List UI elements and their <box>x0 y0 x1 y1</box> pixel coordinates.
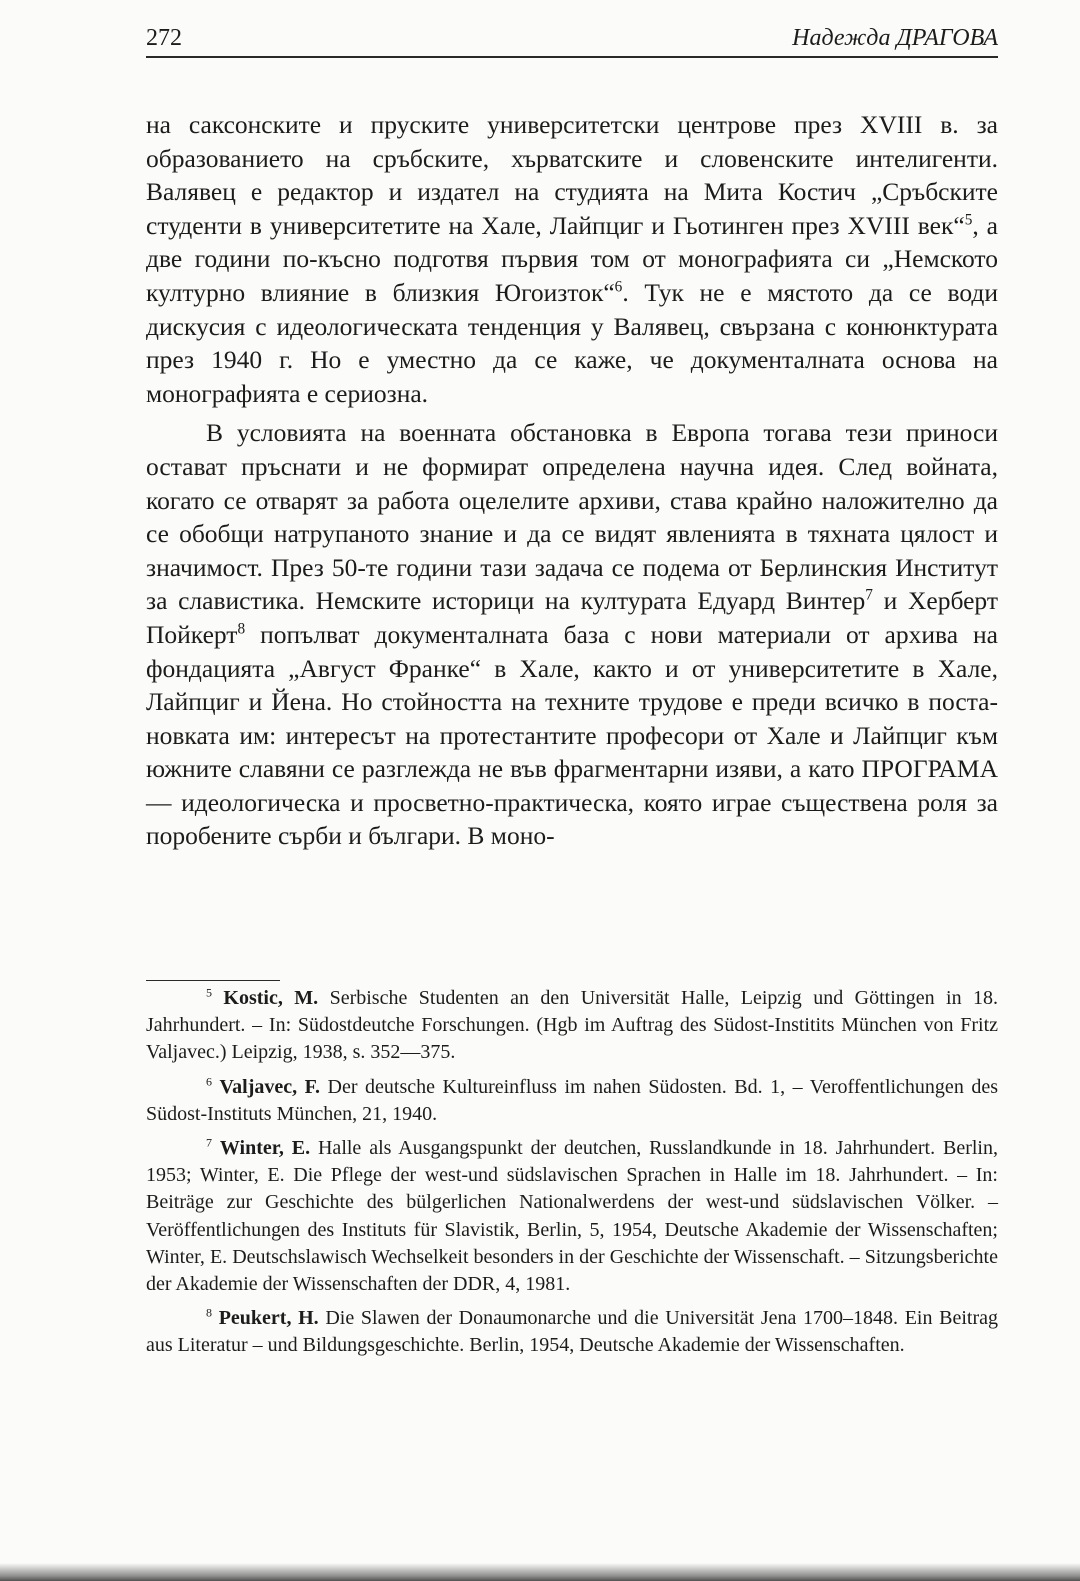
paragraph-2-part-a: В условията на военната обстановка в Европа тогава тези приноси остават пръснати и не формират определена научна идея. След войната, когато се отварят за работа оцелелите архиви, става крайно наложително да се обобщи натрупаното знание и да се видят явленията в тяхната цялост и значимост. През 50-те години тази задача се подема от Берлинския Институт за славистика. Немските историци на културата Едуард Винтер <box>146 418 998 616</box>
footnote-5 <box>146 985 998 1067</box>
footnote-number: 7 <box>206 1135 212 1150</box>
paragraph-2-part-b: и Херберт Пойкерт <box>146 586 998 649</box>
footnote-separator <box>146 980 280 981</box>
footnote-6 <box>146 1074 998 1128</box>
footnote-ref-5: 5 <box>964 211 973 229</box>
footnote-ref-6: 6 <box>614 278 623 296</box>
footnote-text: Serbische Studenten an den Universität Halle, Leipzig und Göttingen in 18. Jahrhundert. – In: Südostdeutche Forschungen. (Hgb im Auftrag des Südost-Institits München von Fritz Valjavec.) Leipzig, 1938, s. 352—375. <box>146 987 999 1064</box>
footnote-7 <box>146 1135 998 1298</box>
paragraph-1-part-c: . Тук не е мястото да се води дискусия с идеологическата тенденция у Валявец, свързана с конюнктурата през 1940 г. Но е уместно да се каже, че документалната основа на монографията е сериозна. <box>146 277 999 408</box>
footnote-text: Halle als Ausgangspunkt der deutchen, Russlandkunde in 18. Jahrhundert. Berlin, 1953; Winter, E. Die Pflege der west-und südslavischen Sprachen in Halle im 18. Jahrhundert. – In: Beiträge zur Geschichte des bülgerlichen Nationalwerdens der west-und südslavischen Völker. – Veröffentlichungen des Instituts für Slavistik, Berlin, 5, 1954, Deutsche Akademie der Wissenschaften; Winter, E. Deutschslawisch Wechselkeit besonders in der Geschichte der Wissenschaft. – Sitzungsberichte der Akademie der Wissenschaften der DDR, 4, 1981. <box>146 1137 998 1296</box>
footnote-number: 6 <box>206 1073 212 1088</box>
footnote-ref-8: 8 <box>237 620 246 638</box>
paragraph-2 <box>146 416 998 853</box>
page-header <box>146 22 998 58</box>
main-text <box>146 108 998 853</box>
footnote-number: 8 <box>206 1305 212 1320</box>
footnotes <box>146 985 998 1367</box>
scan-edge-shadow <box>0 1563 1080 1581</box>
paragraph-1-part-a: на саксонските и пруските университетски центрове през XVIII в. за образованието на сръбските, хърватските и словенските интелигенти. Валявец е редактор и издател на студията на Мита Костич „Сръбските студенти в университетите на Хале, Лайпциг и Гьотинген през XVIII век“ <box>146 110 998 240</box>
paragraph-2-part-c: попълват документалната база с нови материали от архива на фондацията „Август Франке“ в Хале, както и от университетите в Хале, Лайпциг и Йена. Но стойността на техните трудове е преди всичко в постановката им: интересът на протестантите професори от Хале и Лайпциг към южните славяни се разглежда не във фрагментарни изяви, а като ПРОГРАМА — идеологическа и просветно-практическа, която играе съществена роля за поробените сърби и българи. В моно- <box>146 619 998 851</box>
page-number: 272 <box>146 25 182 51</box>
paragraph-1-part-b: , а две години по-късно подготвя първия том от монографията си „Немското културно влияние в близкия Югоизток“ <box>146 210 999 307</box>
footnote-ref-7: 7 <box>865 586 873 604</box>
footnote-number: 5 <box>206 985 212 1000</box>
footnote-text: Der deutsche Kultureinfluss im nahen Südosten. Bd. 1, – Veroffentlichungen des Südost-Instituts München, 21, 1940. <box>146 1075 998 1125</box>
footnote-8 <box>146 1305 998 1359</box>
paragraph-1 <box>146 108 998 410</box>
footnote-author: Peukert, H. <box>218 1307 319 1330</box>
running-head: Надежда ДРАГОВА <box>792 25 998 51</box>
footnote-author: Winter, E. <box>219 1137 311 1160</box>
footnote-author: Kostic, M. <box>223 987 319 1009</box>
footnote-text: Die Slawen der Donaumonarche und die Universität Jena 1700–1848. Ein Beitrag aus Literatur – und Bildungsgeschichte. Berlin, 1954, Deutsche Akademie der Wissenschaften. <box>146 1307 999 1357</box>
footnote-author: Valjavec, F. <box>219 1075 321 1098</box>
